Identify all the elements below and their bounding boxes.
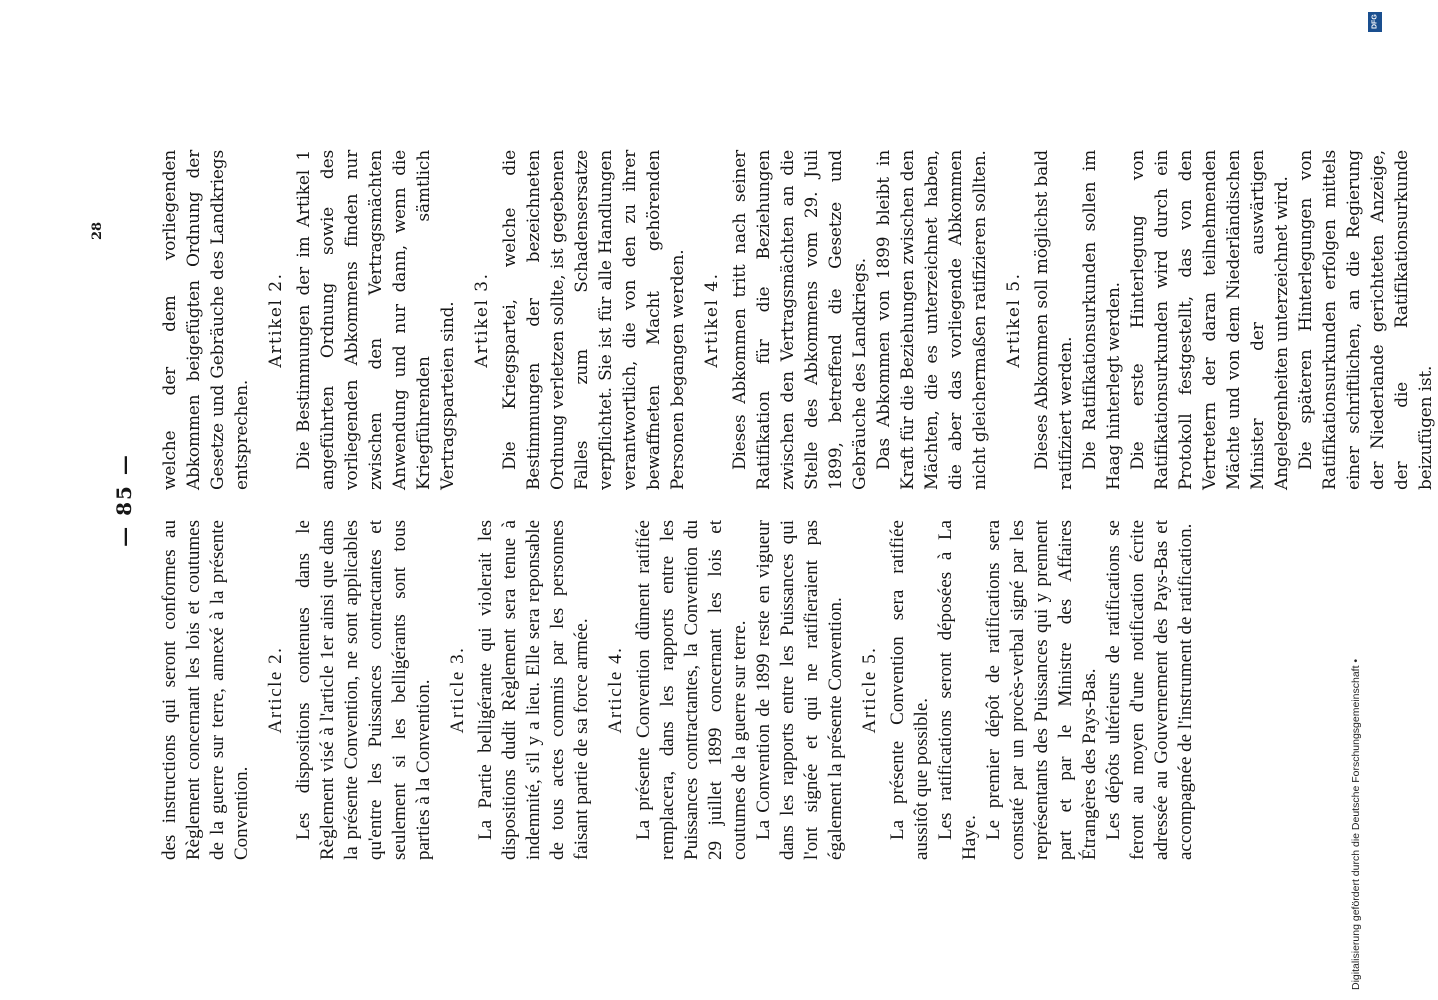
french-article-2-text: Les dispositions contenues dans le Règlement visé à l'article 1er ainsi que dans la présente Convention, ne sont applicables qu'entre les Puissances contractantes et seulement si les belligérants sont tous parties à la Convention. <box>293 520 434 860</box>
french-article-5-heading: Article 5. <box>859 646 880 734</box>
german-article-5-text-1: Dieses Abkommen soll möglichst bald ratifiziert werden. <box>1032 150 1076 490</box>
german-article-4-text-1: Dieses Abkommen tritt nach seiner Ratifikation für die Beziehungen zwischen den Vertragsmächten an die Stelle des Abkommens vom 29. Juli 1899, betreffend die Gesetze und Gebräuche des Landkriegs. <box>730 150 870 490</box>
german-article-4-text-2: Das Abkommen von 1899 bleibt in Kraft für die Beziehungen zwischen den Mächten, die es unterzeichnet haben, die aber das vorliegende Abkommen nicht gleichermaßen ratifizieren sollten. <box>874 150 990 490</box>
digitization-note: Digitalisierung gefördert durch die Deutsche Forschungsgemeinschaft • <box>1350 658 1362 990</box>
german-article-3-text: Die Kriegspartei, welche die Bestimmungen der bezeichneten Ordnung verletzen sollte, ist gegebenen Falles zum Schadensersatze verpflichtet. Sie ist für alle Handlungen verantwortlich, die von den zu ihrer bewaffneten Macht gehörenden Personen begangen werden. <box>500 150 688 490</box>
french-article-3-heading: Article 3. <box>447 646 468 734</box>
french-article-5-text-2: Les ratifications seront déposées à La Haye. <box>935 520 980 860</box>
french-article-2-heading: Article 2. <box>265 646 286 734</box>
signature-mark: 28 <box>90 221 105 240</box>
german-article-5-text-4: Die späteren Hinterlegungen von Ratifikationsurkunden erfolgen mittels einer schriftlichen, an die Regierung der Niederlande gerichteten Anzeige, der die Ratifikationsurkunde beizufügen ist. <box>1296 150 1436 490</box>
french-article-4-heading: Article 4. <box>605 646 626 734</box>
french-intro: des instructions qui seront conformes au Règlement concernant les lois et coutumes de la guerre sur terre, annexé à la présente Convention. <box>159 520 252 860</box>
french-article-5-text-1: La présente Convention sera ratifiée aussitôt que possible. <box>887 520 932 860</box>
french-article-4-text-1: La présente Convention dûment ratifiée remplacera, dans les rapports entre les Puissances contractantes, la Convention du 29 juillet 1899 concernant les lois et coutumes de la guerre sur terre. <box>633 520 750 860</box>
german-column <box>158 150 1438 490</box>
french-article-4-text-2: La Convention de 1899 reste en vigueur dans les rapports entre les Puissances qui l'ont signée et qui ne ratifieraient pas également la présente Convention. <box>753 520 846 860</box>
german-article-4-heading: Artikel 4. <box>702 272 722 368</box>
german-article-5-text-2: Die Ratifikationsurkunden sollen im Haag hinterlegt werden. <box>1080 150 1124 490</box>
french-article-3-text: La Partie belligérante qui violerait les dispositions dudit Règlement sera tenue à indemnité, s'il y a lieu. Elle sera reponsable de tous actes commis par les personnes faisant partie de sa force armée. <box>475 520 592 860</box>
french-column <box>158 520 1198 860</box>
french-article-5-text-3: Le premier dépôt de ratifications sera constaté par un procès-verbal signé par les représentants des Puissances qui y prennent part et par le Ministre des Affaires Étrangères des Pays-Bas. <box>983 520 1100 860</box>
french-article-5-text-4: Les dépôts ultérieurs de ratifications se feront au moyen d'une notification écrite adressée au Gouvernement des Pays-Bas et accompagnée de l'instrument de ratification. <box>1103 520 1196 860</box>
german-article-3-heading: Artikel 3. <box>472 272 492 368</box>
german-article-2-heading: Artikel 2. <box>266 272 286 368</box>
german-article-5-heading: Artikel 5. <box>1004 272 1024 368</box>
german-article-5-text-3: Die erste Hinterlegung von Ratifikationsurkunden wird durch ein Protokoll festgestellt, das von den Vertretern der daran teilnehmenden Mächte und von dem Niederländischen Minister der auswärtigen Angelegenheiten unterzeichnet wird. <box>1128 150 1292 490</box>
german-article-2-text: Die Bestimmungen der im Artikel 1 angeführten Ordnung sowie des vorliegenden Abkommens finden nur zwischen den Vertragsmächten Anwendung und nur dann, wenn die Kriegführenden sämtlich Vertragsparteien sind. <box>294 150 458 490</box>
german-intro: welche der dem vorliegenden Abkommen beigefügten Ordnung der Gesetze und Gebräuche des Landkriegs entsprechen. <box>160 150 252 490</box>
page-number: — 85 — <box>112 453 136 547</box>
dfg-logo: DFG <box>1368 12 1382 32</box>
